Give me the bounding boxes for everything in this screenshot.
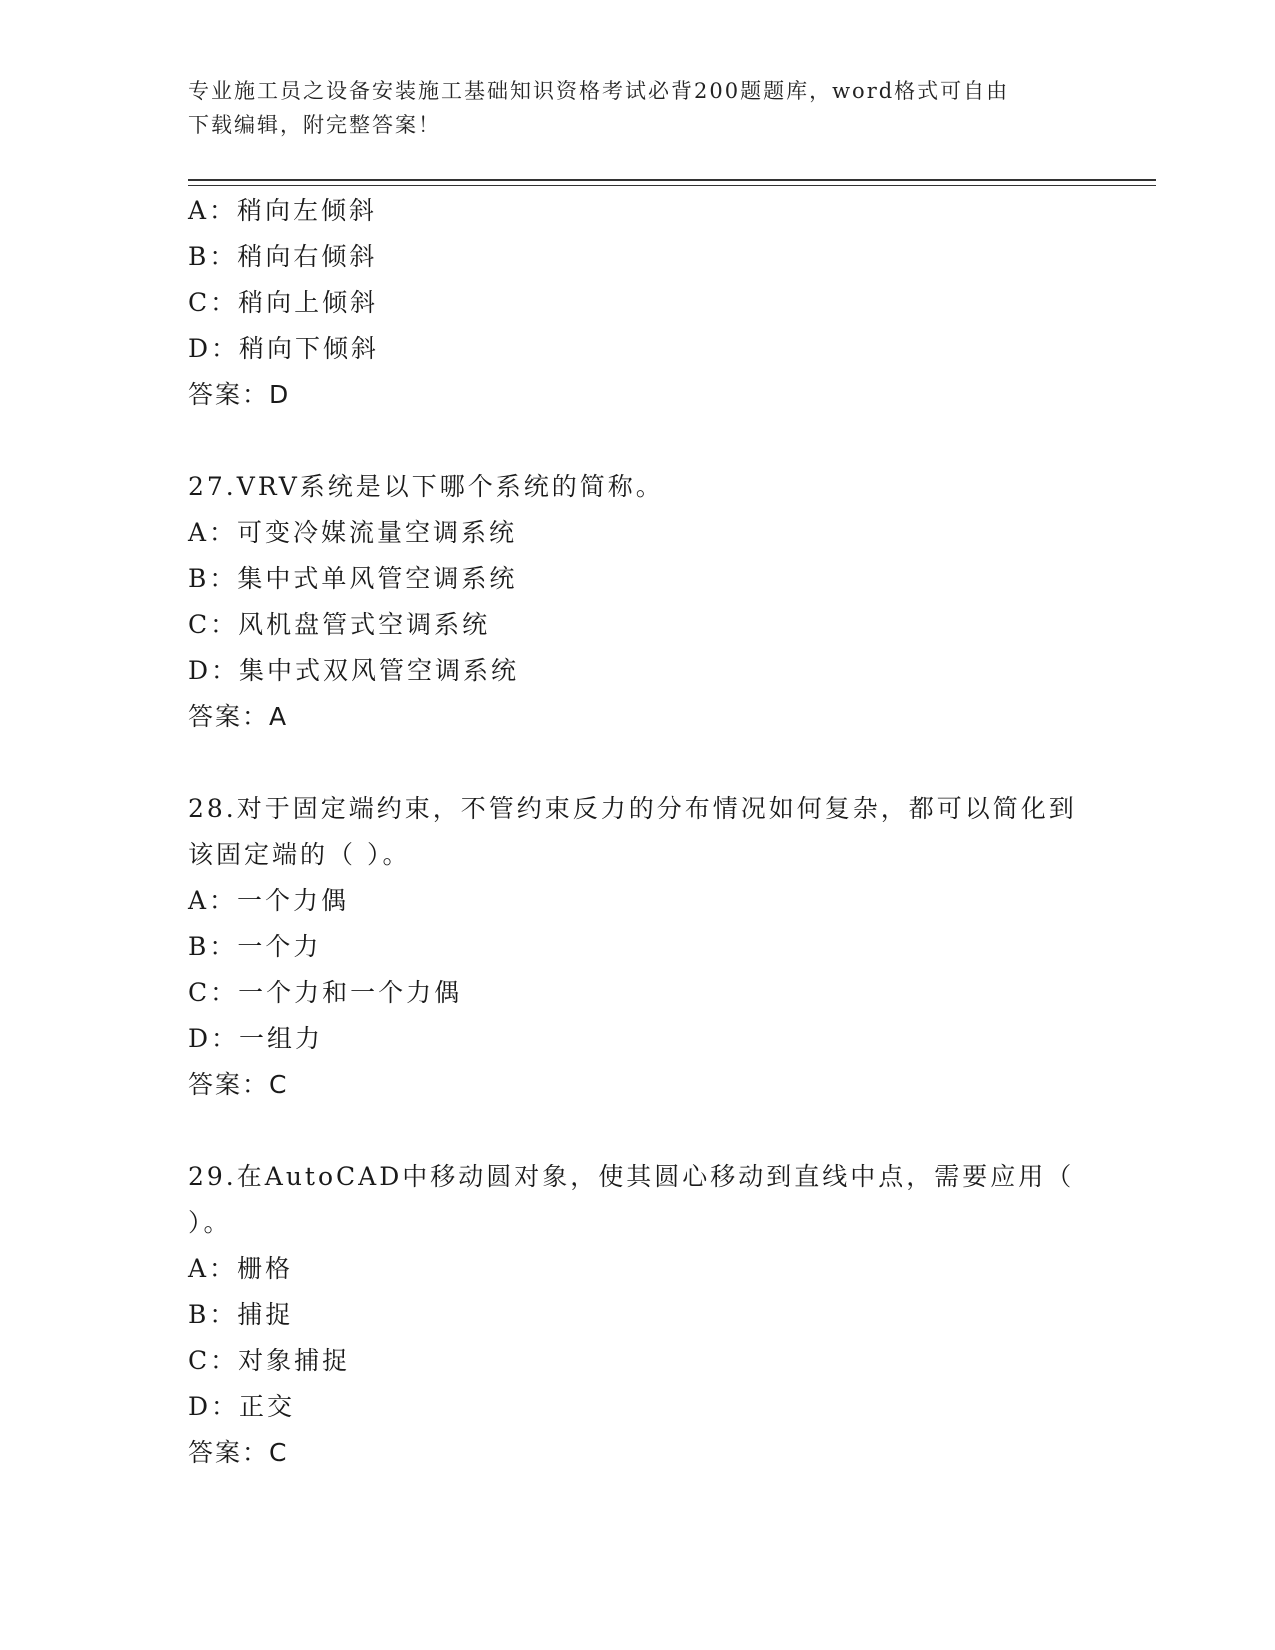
option-a: A：可变冷媒流量空调系统 bbox=[188, 518, 518, 547]
answer-value: C bbox=[269, 1438, 287, 1467]
header-divider-thin bbox=[188, 185, 1156, 186]
answer-line bbox=[188, 694, 1088, 740]
answer-value: C bbox=[269, 1070, 287, 1099]
answer-line bbox=[188, 1062, 1088, 1108]
question-28 bbox=[188, 786, 1088, 1108]
header-divider-thick bbox=[188, 179, 1156, 181]
header-title-line-1: 专业施工员之设备安装施工基础知识资格考试必背200题题库，word格式可自由 bbox=[188, 79, 1010, 103]
answer-label: 答案： bbox=[188, 380, 270, 409]
question-list bbox=[188, 188, 1088, 1522]
answer-label: 答案： bbox=[188, 1070, 270, 1099]
option-b: B：捕捉 bbox=[188, 1300, 294, 1329]
option-b: B：一个力 bbox=[188, 932, 322, 961]
question-27 bbox=[188, 464, 1088, 740]
option-a: A：栅格 bbox=[188, 1254, 294, 1283]
answer-line bbox=[188, 372, 1088, 418]
header-title-line-2: 下载编辑，附完整答案！ bbox=[188, 113, 441, 137]
question-stem: 27.VRV系统是以下哪个系统的简称。 bbox=[188, 472, 664, 501]
option-b: B：稍向右倾斜 bbox=[188, 242, 378, 271]
option-a: A：一个力偶 bbox=[188, 886, 350, 915]
question-stem: 28.对于固定端约束，不管约束反力的分布情况如何复杂，都可以简化到该固定端的（ ）。 bbox=[188, 794, 1077, 869]
option-c: C：一个力和一个力偶 bbox=[188, 978, 463, 1007]
option-d: D：稍向下倾斜 bbox=[188, 334, 380, 363]
question-29 bbox=[188, 1154, 1088, 1476]
answer-line bbox=[188, 1430, 1088, 1476]
option-d: D：集中式双风管空调系统 bbox=[188, 656, 520, 685]
option-d: D：正交 bbox=[188, 1392, 296, 1421]
option-c: C：稍向上倾斜 bbox=[188, 288, 379, 317]
option-c: C：对象捕捉 bbox=[188, 1346, 351, 1375]
answer-value: A bbox=[269, 702, 287, 731]
question-26-continued bbox=[188, 188, 1088, 418]
question-stem: 29.在AutoCAD中移动圆对象，使其圆心移动到直线中点，需要应用（ ）。 bbox=[188, 1162, 1075, 1237]
answer-label: 答案： bbox=[188, 702, 270, 731]
option-a: A：稍向左倾斜 bbox=[188, 196, 378, 225]
option-d: D：一组力 bbox=[188, 1024, 324, 1053]
page-header bbox=[188, 74, 1078, 142]
answer-label: 答案： bbox=[188, 1438, 270, 1467]
answer-value: D bbox=[269, 380, 289, 409]
option-c: C：风机盘管式空调系统 bbox=[188, 610, 491, 639]
option-b: B：集中式单风管空调系统 bbox=[188, 564, 518, 593]
